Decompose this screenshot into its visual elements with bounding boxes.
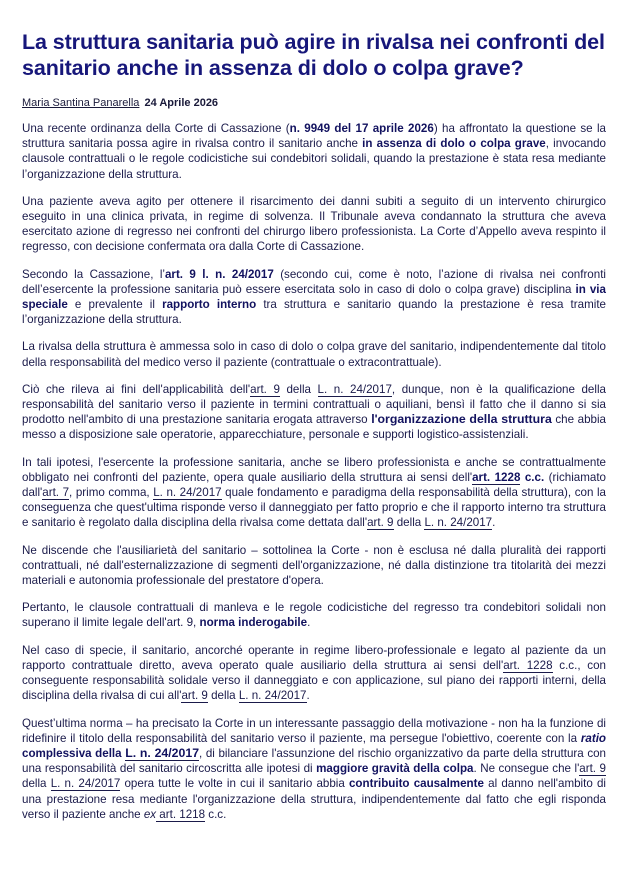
text: opera tutte le volte in cui il sanitario abbia	[120, 777, 349, 791]
bold-text: norma inderogabile	[199, 616, 308, 630]
text: , primo comma,	[69, 486, 154, 500]
text: Quest’ultima norma – ha precisato la Corte in un interessante passaggio della motivazione - non ha la funzione di ridefinire il titolo della responsabilità del sanitario verso il paziente, ma persegue l'obiettivo, coerente con la	[22, 716, 606, 745]
text: (richiamato dall'	[22, 470, 606, 500]
bold-text: art. 9 l. n. 24/2017	[164, 267, 274, 281]
text: , dunque, non è la qualificazione della responsabilità del sanitario verso il paziente in termini contrattuali o aquiliani, bensì il fatto che il danno si sia prodotto nell'ambito di una prestazione sanitaria erogata attraverso	[22, 382, 606, 427]
bold-text: in assenza di dolo o colpa grave	[362, 137, 546, 151]
italic-text: ex	[143, 807, 157, 821]
text: , invocando clausole contrattuali o le regole codicistiche sui condebitori solidali, quando la prestazione è stata resa mediante l’organizzazione della struttura.	[22, 137, 606, 181]
bold-text: n. 9949 del 17 aprile 2026	[289, 122, 434, 135]
paragraph-1	[22, 121, 606, 182]
text: Pertanto, le clausole contrattuali di manleva e le regole codicistiche del regresso tra condebitori solidali non superano il limite legale dell'art. 9,	[22, 601, 606, 630]
text: Una recente ordinanza della Corte di Cassazione (	[22, 122, 290, 135]
paragraph-7	[22, 543, 606, 589]
bold-text: rapporto interno	[162, 298, 257, 312]
text: Ne discende che l'ausiliarietà del sanitario – sottolinea la Corte - non è esclusa né dalla pluralità dei rapporti contrattuali, né dall'esternalizzazione di segmenti dell'organizzazione, né dalla distinzione tra titolarità dei mezzi materiali e autonomia professionale del prestatore d'opera.	[22, 543, 606, 588]
text: ) ha affrontato la questione se la struttura sanitaria possa agire in rivalsa contro il sanitario anche	[22, 122, 606, 151]
text: . Ne consegue che l'	[473, 762, 580, 776]
article	[22, 30, 606, 834]
bold-text: maggiore gravità della colpa	[316, 762, 474, 776]
text: Ciò che rileva ai fini dell'applicabilità dell'	[22, 382, 251, 396]
text: c.c.	[205, 807, 227, 821]
text: della	[207, 689, 239, 703]
text: Nel caso di specie, il sanitario, ancorché operante in regime libero-professionale e legato al paziente da un rapporto contrattuale diretto, aveva operato quale ausiliario della struttura ai sensi dell'	[22, 643, 606, 672]
law-link-art-7[interactable]: art. 7	[42, 486, 70, 500]
bold-text: in via speciale	[22, 282, 606, 312]
text: al danno nell'ambito di una prestazione resa mediante l'organizzazione della struttura, indipendentemente dal fatto che egli risponda verso il paziente anche	[22, 777, 606, 821]
author-link[interactable]: Maria Santina Panarella	[22, 97, 140, 109]
text: che abbia messo a disposizione sale operatorie, apparecchiature, personale e supporti logistico-assistenziali.	[22, 413, 606, 442]
text: della	[22, 777, 51, 791]
byline	[22, 97, 606, 109]
law-link-art-9[interactable]: art. 9	[250, 382, 280, 396]
publication-date: 24 Aprile 2026	[144, 97, 219, 109]
law-link-l-24-2017[interactable]: L. n. 24/2017	[125, 745, 200, 760]
law-link-l-24-2017[interactable]: L. n. 24/2017	[238, 689, 307, 703]
paragraph-4	[22, 339, 606, 369]
law-link-l-24-2017[interactable]: L. n. 24/2017	[50, 777, 121, 791]
paragraph-2	[22, 194, 606, 255]
paragraph-10	[22, 716, 606, 822]
italic-bold-text: ratio	[580, 731, 606, 745]
article-title: La struttura sanitaria può agire in rivalsa nei confronti del sanitario anche in assenza di dolo o colpa grave?	[22, 30, 605, 80]
bold-text: contribuito causalmente	[348, 777, 484, 791]
text: La rivalsa della struttura è ammessa solo in caso di dolo o colpa grave del sanitario, indipendentemente dal titolo della responsabilità del medico verso il paziente (contrattuale o extracontrattuale).	[22, 340, 606, 369]
text: della	[279, 382, 318, 396]
law-link-art-1228[interactable]: art. 1228	[472, 470, 521, 484]
law-link-art-1218[interactable]: art. 1218	[156, 807, 206, 821]
text: , di bilanciare l'assunzione del rischio organizzativo da parte della struttura con una responsabilità del sanitario circoscritta alle ipotesi di	[22, 746, 607, 776]
text: (secondo cui, come è noto, l’azione di rivalsa nei confronti dell’esercente la professione sanitaria può essere esercitata solo in caso di dolo o colpa grave) disciplina	[22, 267, 606, 296]
text: .	[306, 689, 310, 703]
bold-text: complessiva della	[22, 746, 126, 760]
law-link-art-9[interactable]: art. 9	[367, 516, 394, 530]
bold-text: l'organizzazione della struttura	[371, 412, 552, 427]
law-link-art-1228[interactable]: art. 1228	[503, 658, 553, 672]
text: e prevalente il	[67, 298, 163, 312]
text: c.c., con conseguente responsabilità solidale verso il danneggiato e con applicazione, sul piano dei rapporti interni, della disciplina della rivalsa di cui all'	[22, 658, 606, 703]
paragraph-6	[22, 455, 606, 531]
paragraph-5	[22, 382, 606, 443]
text: Una paziente aveva agito per ottenere il risarcimento dei danni subiti a seguito di un intervento chirurgico eseguito in una clinica privata, in regime di solvenza. Il Tribunale aveva condannato la struttura che aveva esercitato azione di regresso nei confronti del chirurgo libero professionista. La Corte d’Appello aveva respinto il regresso, con decisione confermata ora dalla Corte di Cassazione.	[22, 194, 606, 254]
paragraph-9	[22, 643, 606, 704]
law-link-l-24-2017[interactable]: L. n. 24/2017	[153, 486, 222, 500]
text: tra struttura e sanitario quando la prestazione è resa tramite l’organizzazione della struttura.	[22, 298, 606, 327]
text: Secondo la Cassazione, l’	[22, 267, 165, 281]
law-link-art-9[interactable]: art. 9	[181, 689, 208, 703]
law-link-l-24-2017[interactable]: L. n. 24/2017	[424, 516, 493, 530]
law-link-art-9[interactable]: art. 9	[579, 762, 606, 776]
text: .	[492, 516, 496, 530]
law-link-l-24-2017[interactable]: L. n. 24/2017	[317, 382, 392, 396]
paragraph-3	[22, 267, 606, 328]
paragraph-8	[22, 600, 606, 630]
text: della	[393, 516, 425, 530]
text: In tali ipotesi, l'esercente la professione sanitaria, anche se libero professionista e anche se contrattualmente obbligato nei confronti del paziente, opera quale ausiliario della struttura ai sensi dell'	[22, 455, 606, 484]
bold-text: c.c.	[520, 470, 545, 484]
text: quale fondamento e paradigma della responsabilità della struttura), con la conseguenza che quest'ultima risponde verso il danneggiato per fatto proprio e che il rapporto interno tra struttura e sanitario è regolato dalla disciplina della rivalsa come dettata dall'	[22, 486, 606, 530]
text: .	[307, 616, 311, 630]
